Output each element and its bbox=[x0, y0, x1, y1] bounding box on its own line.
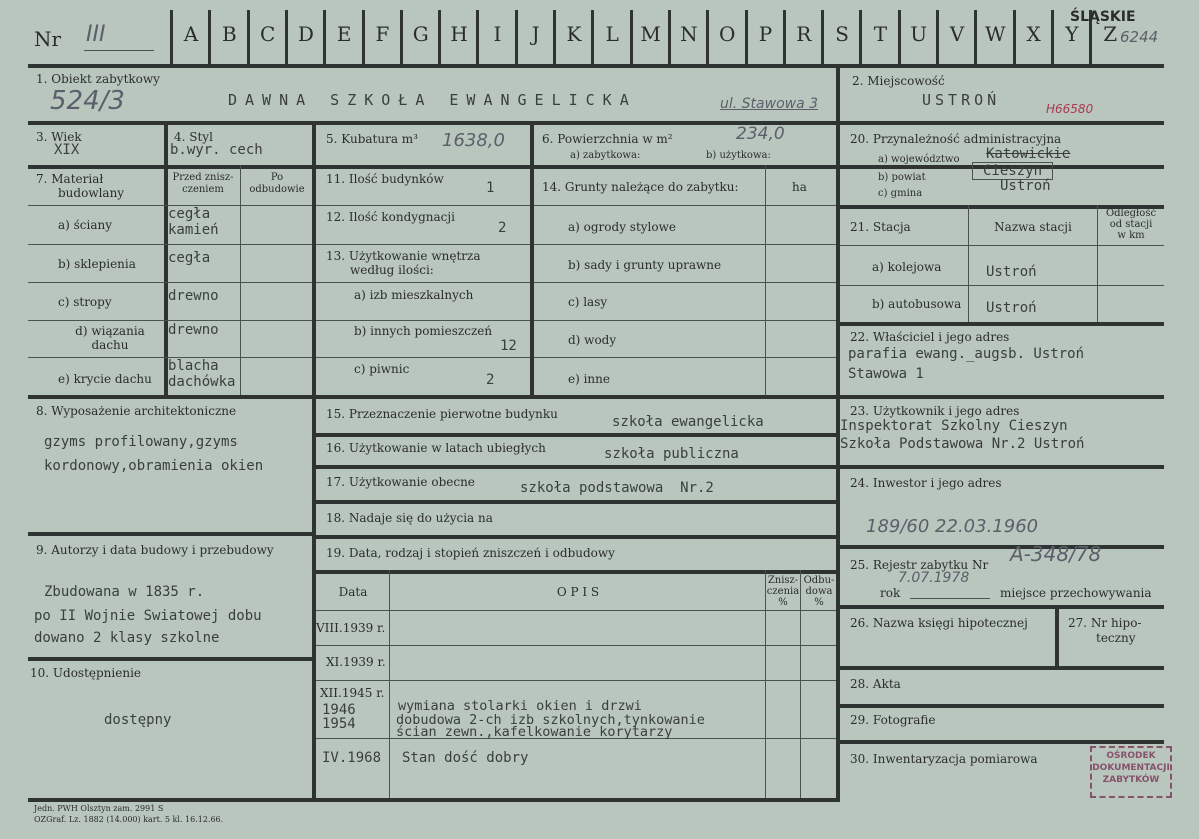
f14-row-c: c) lasy bbox=[568, 295, 608, 309]
index-letter-z: Z bbox=[1103, 22, 1118, 46]
f2-label: 2. Miejscowość bbox=[852, 74, 945, 88]
f7-label-1: 7. Materiał bbox=[36, 172, 104, 186]
f13-a-label: a) izb mieszkalnych bbox=[354, 288, 474, 302]
f1-street-note: ul. Stawowa 3 bbox=[720, 96, 819, 112]
index-letter-v: V bbox=[949, 22, 965, 46]
index-letter-h: H bbox=[450, 22, 468, 46]
thin-14d bbox=[534, 357, 836, 358]
rule-row3 bbox=[28, 395, 1164, 399]
thin-7-b bbox=[28, 282, 312, 283]
f20-c-label: c) gmina bbox=[878, 188, 923, 199]
f19-col-desc: O P I S bbox=[556, 585, 600, 599]
index-letter-s: S bbox=[835, 22, 849, 46]
rule-top bbox=[28, 64, 1164, 68]
index-letter-m: M bbox=[640, 22, 661, 46]
f19-col-rebuild-2: dowa bbox=[805, 586, 833, 597]
index-letter-y: Y bbox=[1065, 22, 1079, 46]
f21-name-col: Nazwa stacji bbox=[994, 220, 1072, 234]
f21-b-label: b) autobusowa bbox=[872, 297, 962, 311]
f8-line2: kordonowy,obramienia okien bbox=[44, 458, 264, 474]
f19-date-1: VIII.1939 r. bbox=[316, 621, 386, 635]
rule-row1-right bbox=[840, 121, 1164, 125]
f6-value: 234,0 bbox=[736, 124, 785, 144]
f20-a-label: a) województwo bbox=[878, 154, 960, 165]
f22-line2: Stawowa 1 bbox=[848, 366, 924, 382]
f14-label: 14. Grunty należące do zabytku: bbox=[542, 180, 739, 194]
f8-line1: gzyms profilowany,gzyms bbox=[44, 434, 238, 450]
thin-13c bbox=[316, 357, 530, 358]
f6-sub-a: a) zabytkowa: bbox=[570, 150, 641, 161]
index-letter-u: U bbox=[910, 22, 928, 46]
rule-23-24 bbox=[840, 465, 1164, 469]
f7-row-e-label: e) krycie dachu bbox=[58, 372, 152, 386]
thin-21-head bbox=[840, 245, 1164, 246]
index-letter-w: W bbox=[985, 22, 1006, 46]
index-letter-g: G bbox=[412, 22, 429, 46]
f25-rok-label: rok bbox=[880, 586, 901, 600]
index-letter-p: P bbox=[758, 22, 773, 46]
rule-25-26 bbox=[840, 605, 1164, 609]
f24-label: 24. Inwestor i jego adres bbox=[850, 476, 1002, 490]
f1-number: 524/3 bbox=[50, 86, 125, 116]
f21-dist-col-3: w km bbox=[1117, 230, 1145, 241]
rule-21-22 bbox=[840, 322, 1164, 326]
f19-col-date: Data bbox=[338, 585, 368, 599]
thin-21-a bbox=[840, 285, 1164, 286]
f8-label: 8. Wyposażenie architektoniczne bbox=[36, 404, 237, 418]
f11-value: 1 bbox=[486, 180, 495, 196]
index-letter-j: J bbox=[531, 22, 540, 46]
thin-7-c bbox=[28, 320, 312, 321]
rule-17-18 bbox=[316, 500, 836, 504]
f4-value: b.wyr. cech bbox=[170, 142, 263, 158]
f14-row-e: e) inne bbox=[568, 372, 610, 386]
thin-7-col bbox=[240, 165, 241, 395]
f21-label: 21. Stacja bbox=[850, 220, 911, 234]
f13-c-value: 2 bbox=[486, 372, 495, 388]
f12-value: 2 bbox=[498, 220, 507, 236]
thin-19-r2 bbox=[316, 680, 836, 681]
f7-label-2: budowlany bbox=[58, 186, 125, 200]
f19-col-rebuild-3: % bbox=[814, 597, 824, 608]
f7-row-c-value: drewno bbox=[168, 288, 219, 304]
f27-label-1: 27. Nr hipo- bbox=[1068, 616, 1142, 630]
f7-row-d-value: drewno bbox=[168, 322, 219, 338]
f2-code: H66580 bbox=[1046, 102, 1094, 116]
index-letter-t: T bbox=[873, 22, 888, 46]
thin-21-col1 bbox=[968, 205, 969, 322]
f10-label: 10. Udostępnienie bbox=[30, 666, 142, 680]
f13-label-2: według ilości: bbox=[350, 263, 434, 277]
f19-date-3: XII.1945 r. bbox=[320, 686, 385, 700]
f19-col-destr-2: czenia bbox=[766, 586, 800, 597]
f30-label: 30. Inwentaryzacja pomiarowa bbox=[850, 752, 1038, 766]
thin-14 bbox=[534, 205, 836, 206]
rule-29-30 bbox=[840, 740, 1164, 744]
f6-label: 6. Powierzchnia w m² bbox=[542, 132, 673, 146]
region-label: ŚLĄSKIE bbox=[1070, 9, 1136, 25]
stamp-line-1: OŚRODEK bbox=[1106, 751, 1156, 761]
thin-21-col2 bbox=[1097, 205, 1098, 322]
thin-25-rok bbox=[910, 598, 990, 599]
rule-19-header bbox=[316, 570, 836, 574]
rule-28-29 bbox=[840, 704, 1164, 708]
f11-label: 11. Ilość budynków bbox=[326, 172, 444, 186]
f20-c-value: Ustroń bbox=[1000, 178, 1051, 194]
f25-label: 25. Rejestr zabytku Nr bbox=[850, 558, 989, 572]
rule-16-17 bbox=[316, 465, 836, 469]
f25-place-label: miejsce przechowywania bbox=[1000, 586, 1152, 600]
f4-label: 4. Styl bbox=[174, 130, 213, 144]
f7-col-after-1: Po bbox=[270, 172, 284, 183]
f10-value: dostępny bbox=[104, 712, 172, 728]
thin-14a bbox=[534, 244, 836, 245]
f7-col-after-2: odbudowie bbox=[249, 184, 305, 195]
f13-b-value: 12 bbox=[500, 338, 517, 354]
f3-label: 3. Wiek bbox=[36, 130, 82, 144]
f1-label: 1. Obiekt zabytkowy bbox=[36, 72, 160, 86]
f20-label: 20. Przynależność administracyjna bbox=[850, 132, 1062, 146]
nr-label: Nr bbox=[34, 27, 62, 51]
footer-line-1: Jedn. PWH Olsztyn zam. 2991 S bbox=[34, 804, 164, 813]
f24-note: 189/60 22.03.1960 bbox=[866, 516, 1039, 537]
thin-13b bbox=[316, 320, 530, 321]
f13-b-label: b) innych pomieszczeń bbox=[354, 324, 493, 338]
corner-code: 6244 bbox=[1120, 28, 1159, 46]
index-letter-o: O bbox=[718, 22, 736, 46]
f23-line1: Inspektorat Szkolny Cieszyn bbox=[840, 418, 1068, 434]
f17-value: szkoła podstawowa Nr.2 bbox=[520, 480, 714, 496]
index-letter-a: A bbox=[183, 22, 199, 46]
f19-entry1-date-a: 1946 bbox=[322, 702, 356, 718]
stamp-line-2: DOKUMENTACJI bbox=[1092, 763, 1170, 773]
thin-12 bbox=[316, 244, 530, 245]
f23-line2: Szkoła Podstawowa Nr.2 Ustroń bbox=[840, 436, 1085, 452]
f7-col-before-2: czeniem bbox=[182, 184, 224, 195]
f19-col-rebuild-1: Odbu- bbox=[803, 575, 835, 586]
f13-c-label: c) piwnic bbox=[354, 362, 410, 376]
thin-7-a bbox=[28, 244, 312, 245]
thin-11 bbox=[316, 205, 530, 206]
f7-row-d-label: d) wiązania dachu bbox=[75, 324, 145, 352]
f14-row-d: d) wody bbox=[568, 333, 617, 347]
nr-underline bbox=[84, 50, 154, 51]
f16-value: szkoła publiczna bbox=[604, 446, 739, 462]
rule-18-19 bbox=[316, 535, 836, 539]
f19-col-destr-3: % bbox=[778, 597, 788, 608]
f7-row-c-label: c) stropy bbox=[58, 295, 112, 309]
rule-15-16 bbox=[316, 433, 836, 437]
thin-19-head bbox=[316, 610, 836, 611]
rule-26-27 bbox=[1055, 605, 1059, 666]
index-letter-l: L bbox=[605, 22, 619, 46]
index-letter-e: E bbox=[336, 22, 352, 46]
stamp-line-3: ZABYTKÓW bbox=[1102, 775, 1160, 785]
index-letter-r: R bbox=[796, 22, 812, 46]
rule-24-25 bbox=[840, 545, 1164, 549]
f7-row-a-value: cegła kamień bbox=[168, 206, 219, 238]
f7-col-before-1: Przed znisz- bbox=[172, 172, 234, 183]
thin-19-col-rebuild bbox=[800, 570, 801, 798]
f18-label: 18. Nadaje się do użycia na bbox=[326, 511, 493, 525]
f9-label: 9. Autorzy i data budowy i przebudowy bbox=[36, 543, 274, 557]
f21-dist-col-2: od stacji bbox=[1109, 219, 1153, 230]
f9-line1: Zbudowana w 1835 r. bbox=[44, 584, 205, 600]
f5-label: 5. Kubatura m³ bbox=[326, 132, 418, 146]
rule-left-9-10 bbox=[28, 657, 312, 661]
f17-label: 17. Użytkowanie obecne bbox=[326, 475, 475, 489]
f19-entry1-date-b: 1954 bbox=[322, 716, 356, 732]
f23-label: 23. Użytkownik i jego adres bbox=[850, 404, 1020, 418]
index-letter-k: K bbox=[566, 22, 582, 46]
index-letter-d: D bbox=[297, 22, 314, 46]
index-letter-c: C bbox=[259, 22, 276, 46]
f7-row-b-value: cegła bbox=[168, 250, 211, 266]
f19-entry1-line2: dobudowa 2-ch izb szkolnych,tynkowanie bbox=[396, 712, 705, 728]
nr-value: III bbox=[86, 22, 106, 47]
f25-date: 7.07.1978 bbox=[898, 570, 970, 586]
rule-bottom bbox=[28, 798, 836, 802]
f13-label-1: 13. Użytkowanie wnętrza bbox=[326, 249, 481, 263]
documentation-stamp bbox=[1090, 746, 1172, 798]
rule-left-8-9 bbox=[28, 532, 312, 536]
f21-b-value: Ustroń bbox=[986, 300, 1037, 316]
thin-14-col bbox=[765, 165, 766, 395]
f7-row-e-value: blacha dachówka bbox=[168, 358, 236, 390]
f7-row-b-label: b) sklepienia bbox=[58, 257, 136, 271]
f19-entry2-text: Stan dość dobry bbox=[402, 750, 529, 766]
f2-value: USTROŃ bbox=[922, 91, 1001, 109]
f9-line3: dowano 2 klasy szkolne bbox=[34, 630, 220, 646]
index-letter-b: B bbox=[221, 22, 237, 46]
f15-label: 15. Przeznaczenie pierwotne budynku bbox=[326, 407, 558, 421]
f26-label: 26. Nazwa księgi hipotecznej bbox=[850, 616, 1028, 630]
index-letter-x: X bbox=[1026, 22, 1041, 46]
f14-unit: ha bbox=[792, 180, 807, 194]
f3-value: XIX bbox=[54, 142, 80, 158]
thin-14b bbox=[534, 282, 836, 283]
f22-line1: parafia ewang._augsb. Ustroń bbox=[848, 346, 1085, 362]
f9-line2: po II Wojnie Swiatowej dobu bbox=[34, 608, 262, 624]
f21-dist-col-1: Odległość bbox=[1105, 208, 1157, 219]
f21-a-value: Ustroń bbox=[986, 264, 1037, 280]
f20-b-label: b) powiat bbox=[878, 172, 926, 183]
f16-label: 16. Użytkowanie w latach ubiegłych bbox=[326, 441, 546, 455]
f14-row-b: b) sady i grunty uprawne bbox=[568, 258, 722, 272]
f19-col-destr-1: Znisz- bbox=[767, 575, 799, 586]
rule-row1 bbox=[28, 121, 836, 125]
index-letter-i: I bbox=[493, 22, 502, 46]
footer-line-2: OZGraf. Lz. 1882 (14.000) kart. 5 kl. 16.12.66. bbox=[34, 815, 224, 824]
rule-26-28 bbox=[840, 666, 1164, 670]
f20-b-value: Cieszyn bbox=[972, 162, 1053, 180]
f25-number: A-348/78 bbox=[1010, 542, 1102, 566]
thin-19-r1 bbox=[316, 645, 836, 646]
f6-sub-b: b) użytkowa: bbox=[706, 150, 771, 161]
f29-label: 29. Fotografie bbox=[850, 713, 936, 727]
f20-a-value: Katowickie bbox=[986, 146, 1071, 162]
rule-mid-column bbox=[530, 121, 534, 395]
f22-label: 22. Właściciel i jego adres bbox=[850, 330, 1010, 344]
f19-entry2-date: IV.1968 bbox=[322, 750, 382, 766]
index-letter-f: F bbox=[375, 22, 390, 46]
f21-a-label: a) kolejowa bbox=[872, 260, 942, 274]
f19-label: 19. Data, rodzaj i stopień zniszczeń i odbudowy bbox=[326, 546, 615, 560]
thin-13a bbox=[316, 282, 530, 283]
index-letter-n: N bbox=[680, 22, 698, 46]
f19-entry1-line1: wymiana stolarki okien i drzwi bbox=[398, 698, 642, 714]
f14-row-a: a) ogrody stylowe bbox=[568, 220, 676, 234]
f28-label: 28. Akta bbox=[850, 677, 901, 691]
f19-date-2: XI.1939 r. bbox=[326, 655, 386, 669]
f15-value: szkoła ewangelicka bbox=[612, 414, 764, 430]
rule-left-column bbox=[312, 121, 316, 802]
f19-entry1-line3: ścian zewn.,kafelkowanie korytarzy bbox=[396, 724, 673, 740]
f7-row-a-label: a) ściany bbox=[58, 218, 113, 232]
thin-19-col-date bbox=[389, 570, 390, 798]
thin-14c bbox=[534, 320, 836, 321]
f1-object-name: DAWNA SZKOŁA EWANGELICKA bbox=[228, 91, 637, 109]
f12-label: 12. Ilość kondygnacji bbox=[326, 210, 455, 224]
f27-label-2: teczny bbox=[1096, 631, 1136, 645]
f5-value: 1638,0 bbox=[442, 130, 505, 151]
